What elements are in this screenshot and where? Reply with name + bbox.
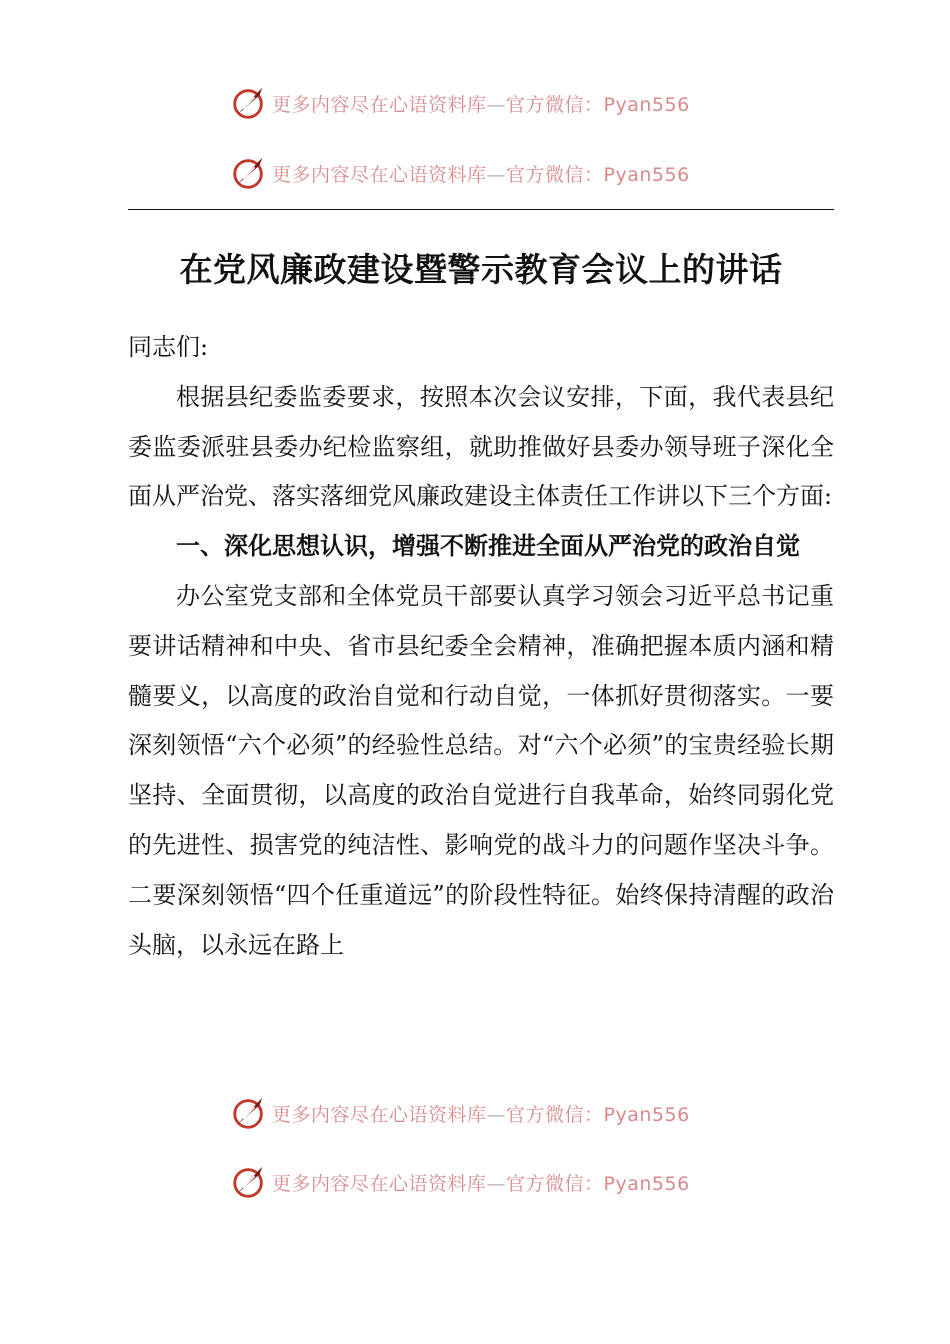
watermark-text: 更多内容尽在心语资料库—官方微信：Pyan556 — [272, 163, 690, 186]
quill-logo-icon — [230, 1094, 268, 1132]
watermark-banner-bottom-1 — [230, 1093, 750, 1133]
paragraph-intro: 根据县纪委监委要求，按照本次会议安排，下面，我代表县纪委监委派驻县委办纪检监察组，就助推做好县委办领导班子深化全面从严治党、落实落细党风廉政建设主体责任工作讲以下三个方面: — [128, 382, 834, 511]
watermark-banner-bottom-2 — [230, 1162, 750, 1202]
quill-logo-icon — [230, 154, 268, 192]
watermark-text: 更多内容尽在心语资料库—官方微信：Pyan556 — [272, 1172, 690, 1195]
document-title: 在党风廉政建设暨警示教育会议上的讲话 — [179, 250, 783, 289]
salutation: 同志们: — [128, 333, 209, 361]
watermark-text: 更多内容尽在心语资料库—官方微信：Pyan556 — [272, 93, 690, 116]
document-body — [128, 323, 834, 970]
watermark-text: 更多内容尽在心语资料库—官方微信：Pyan556 — [272, 1103, 690, 1126]
watermark-banner-top-2 — [230, 153, 750, 193]
watermark-banner-top-1 — [230, 83, 750, 123]
paragraph-section-1: 办公室党支部和全体党员干部要认真学习领会习近平总书记重要讲话精神和中央、省市县纪委全会精神，准确把握本质内涵和精髓要义，以高度的政治自觉和行动自觉，一体抓好贯彻落实。一要深刻领悟“六个必须”的经验性总结。对“六个必须”的宝贵经验长期坚持、全面贯彻，以高度的政治自觉进行自我革命，始终同弱化党的先进性、损害党的纯洁性、影响党的战斗力的问题作坚决斗争。二要深刻领悟“四个任重道远”的阶段性特征。始终保持清醒的政治头脑，以永远在路上 — [128, 581, 834, 959]
header-divider — [128, 209, 834, 210]
section-heading-1: 一、深化思想认识，增强不断推进全面从严治党的政治自觉 — [176, 532, 800, 561]
quill-logo-icon — [230, 1163, 268, 1201]
quill-logo-icon — [230, 84, 268, 122]
